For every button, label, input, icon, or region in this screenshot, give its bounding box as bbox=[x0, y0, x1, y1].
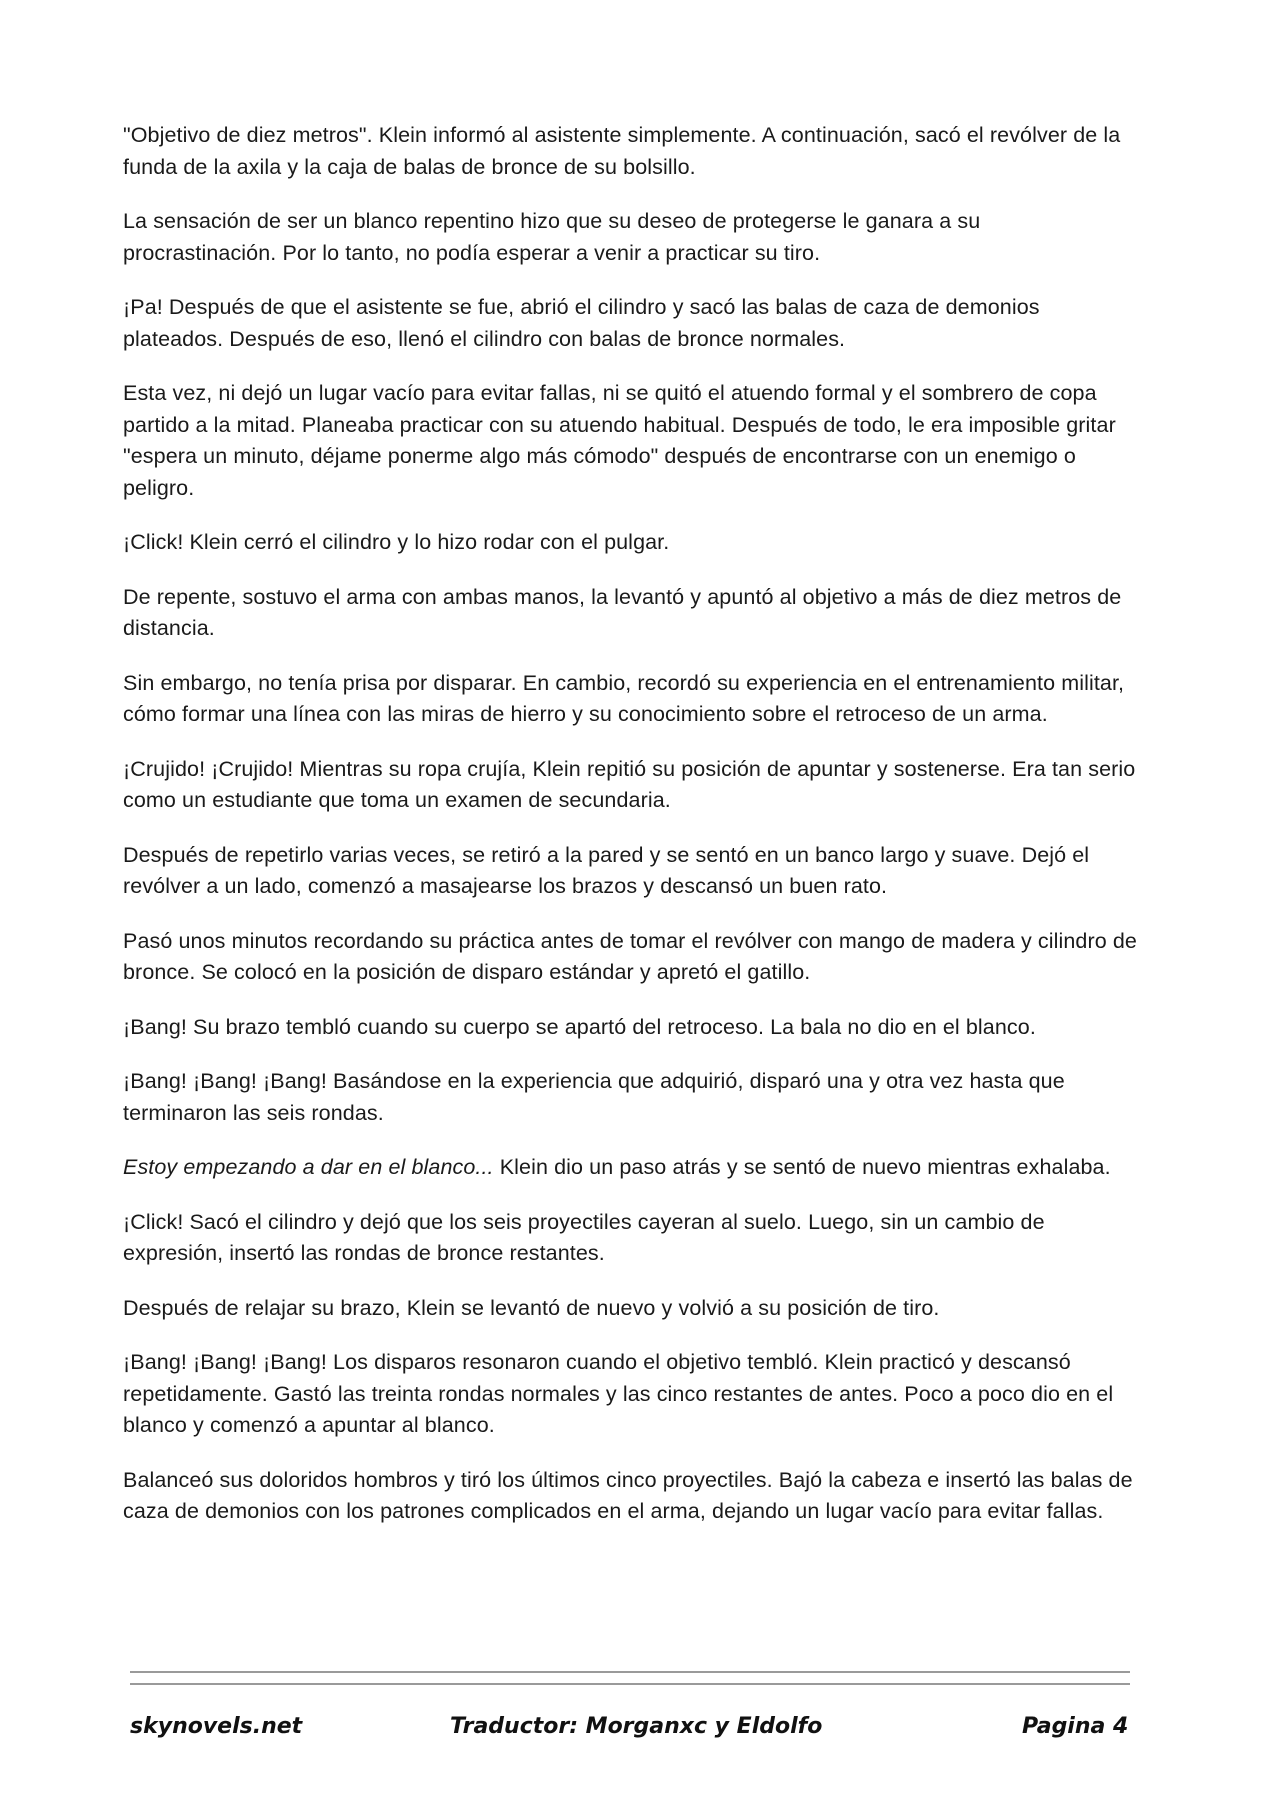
footer-divider bbox=[130, 1683, 1130, 1685]
footer-site: skynovels.net bbox=[130, 1714, 303, 1739]
page-number: Pagina 4 bbox=[1022, 1714, 1129, 1739]
paragraph: ¡Click! Klein cerró el cilindro y lo hizo rodar con el pulgar. bbox=[123, 530, 670, 554]
paragraph: Después de relajar su brazo, Klein se levantó de nuevo y volvió a su posición de tiro. bbox=[123, 1295, 940, 1320]
paragraph: De repente, sostuvo el arma con ambas manos, la levantó y apuntó al objetivo a más de diez metros de distancia. bbox=[123, 584, 1122, 640]
paragraph: Pasó unos minutos recordando su práctica antes de tomar el revólver con mango de madera y cilindro de bronce. Se colocó en la posición de disparo estándar y apretó el gatillo. bbox=[123, 928, 1137, 984]
paragraph: Después de repetirlo varias veces, se retiró a la pared y se sentó en un banco largo y suave. Dejó el revólver a un lado, comenzó a masajearse los brazos y descansó un buen rato. bbox=[123, 842, 1090, 898]
paragraph bbox=[123, 1152, 1138, 1184]
paragraph-text: Klein dio un paso atrás y se sentó de nuevo mientras exhalaba. bbox=[493, 1155, 1111, 1179]
paragraph: ¡Bang! Su brazo tembló cuando su cuerpo se apartó del retroceso. La bala no dio en el blanco. bbox=[123, 1014, 1036, 1039]
paragraph: Sin embargo, no tenía prisa por disparar. En cambio, recordó su experiencia en el entrenamiento militar, cómo formar una línea con las miras de hierro y su conocimiento sobre el retroceso de un arma. bbox=[123, 670, 1125, 726]
footer-translator: Traductor: Morganxc y Eldolfo bbox=[450, 1714, 823, 1739]
paragraph: "Objetivo de diez metros". Klein informó al asistente simplemente. A continuación, sacó el revólver de la funda de la axila y la caja de balas de bronce de su bolsillo. bbox=[123, 123, 1121, 179]
paragraph: Balanceó sus doloridos hombros y tiró los últimos cinco proyectiles. Bajó la cabeza e insertó las balas de caza de demonios con los patrones complicados en el arma, dejando un lugar vacío para evitar fallas. bbox=[123, 1467, 1133, 1523]
paragraph: Esta vez, ni dejó un lugar vacío para evitar fallas, ni se quitó el atuendo formal y el sombrero de copa partido a la mitad. Planeaba practicar con su atuendo habitual. Después de todo, le era imposible gritar "espera un minuto, déjame ponerme algo más cómodo" después de encontrarse con un enemigo o peligro. bbox=[123, 381, 1116, 500]
body-text bbox=[123, 120, 1138, 1551]
paragraph: ¡Bang! ¡Bang! ¡Bang! Basándose en la experiencia que adquirió, disparó una y otra vez hasta que terminaron las seis rondas. bbox=[123, 1069, 1065, 1125]
paragraph: ¡Pa! Después de que el asistente se fue, abrió el cilindro y sacó las balas de caza de demonios plateados. Después de eso, llenó el cilindro con balas de bronce normales. bbox=[123, 295, 1040, 351]
paragraph: La sensación de ser un blanco repentino hizo que su deseo de protegerse le ganara a su procrastinación. Por lo tanto, no podía esperar a venir a practicar su tiro. bbox=[123, 209, 981, 265]
footer-divider bbox=[130, 1671, 1130, 1673]
paragraph: ¡Click! Sacó el cilindro y dejó que los seis proyectiles cayeran al suelo. Luego, sin un cambio de expresión, insertó las rondas de bronce restantes. bbox=[123, 1209, 1045, 1265]
paragraph: ¡Crujido! ¡Crujido! Mientras su ropa crujía, Klein repitió su posición de apuntar y sostenerse. Era tan serio como un estudiante que toma un examen de secundaria. bbox=[123, 756, 1136, 812]
paragraph: ¡Bang! ¡Bang! ¡Bang! Los disparos resonaron cuando el objetivo tembló. Klein practicó y descansó repetidamente. Gastó las treinta rondas normales y las cinco restantes de antes. Poco a poco dio en el blanco y comenzó a apuntar al blanco. bbox=[123, 1350, 1114, 1437]
inner-thought: Estoy empezando a dar en el blanco... bbox=[123, 1155, 494, 1179]
